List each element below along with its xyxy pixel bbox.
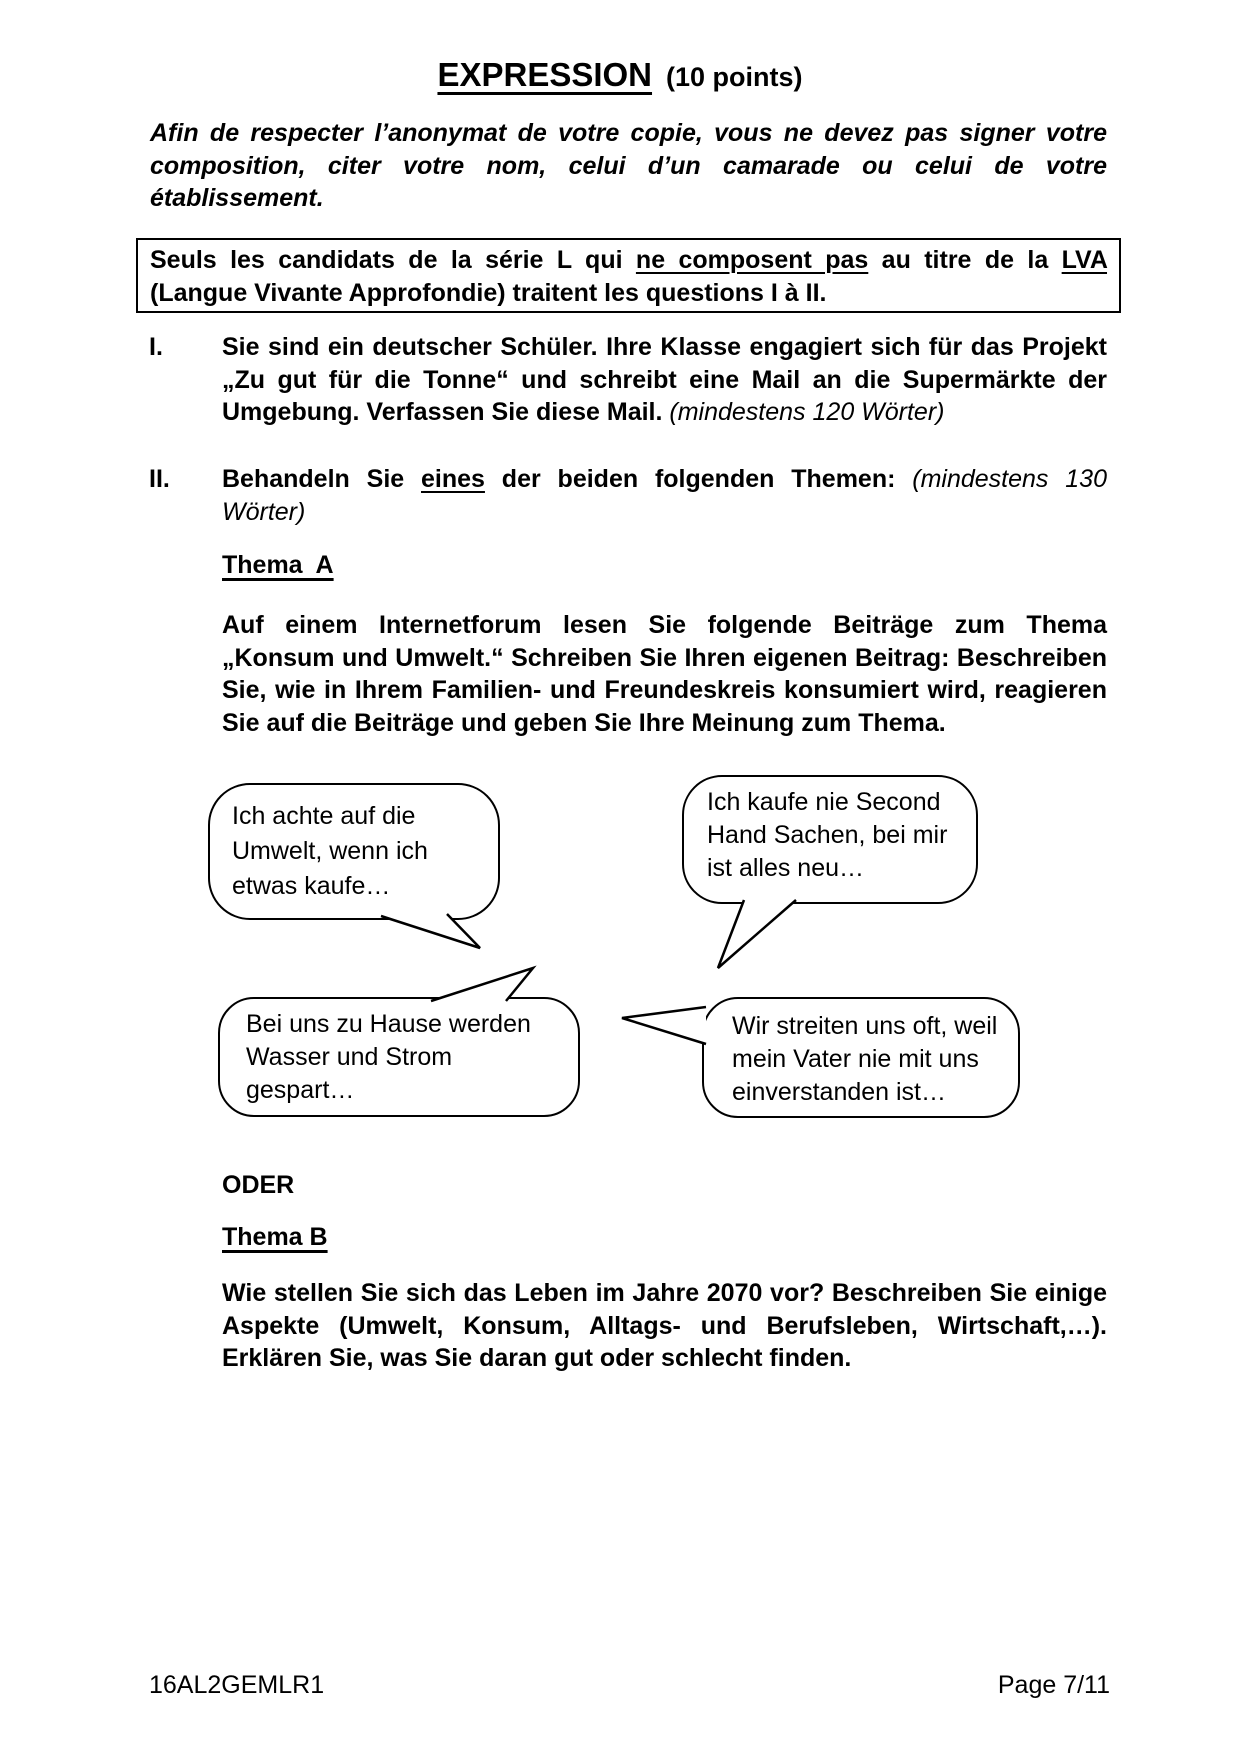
speech-bubble-1-line-2: Umwelt, wenn ich <box>232 837 428 865</box>
question-1-word-count: (mindestens 120 Wörter) <box>669 398 945 426</box>
speech-bubble-3-line-2: Wasser und Strom <box>246 1043 453 1071</box>
question-2-statement-a: Behandeln Sie <box>222 465 422 493</box>
speech-bubble-4-line-1: Wir streiten uns oft, weil <box>732 1012 998 1040</box>
series-text-2: au titre de la <box>868 246 1062 274</box>
question-1-statement: Sie sind ein deutscher Schüler. Ihre Klasse engagiert sich für das Projekt „Zu gut für die Tonne“ und schreibt eine Mail an die Supermärkte der Umgebung. Verfassen Sie diese Mail. <box>222 333 1107 426</box>
series-text-3: (Langue Vivante Approfondie) traitent les questions I à II. <box>150 278 827 307</box>
page-footer <box>149 1671 1110 1699</box>
series-underline-2: LVA <box>1061 246 1108 274</box>
speech-bubble-1 <box>208 783 500 920</box>
anonymity-notice: Afin de respecter l’anonymat de votre copie, vous ne devez pas signer votre composition, citer votre nom, celui d’un camarade ou celui de votre établissement. <box>150 119 1107 212</box>
title-text: EXPRESSION <box>437 56 653 93</box>
question-2-text <box>222 463 1107 528</box>
thema-b-heading: Thema B <box>222 1223 328 1251</box>
speech-bubble-4-line-3: einverstanden ist… <box>732 1078 947 1106</box>
speech-bubble-2-line-2: Hand Sachen, bei mir <box>707 821 948 849</box>
footer-document-code: 16AL2GEMLR1 <box>149 1671 325 1699</box>
speech-bubble-1-line-1: Ich achte auf die <box>232 802 416 830</box>
speech-bubble-4-line-2: mein Vater nie mit uns <box>732 1045 979 1073</box>
oder-label: ODER <box>222 1171 295 1199</box>
question-2-statement-b: der beiden folgenden Themen: <box>484 465 913 493</box>
speech-bubble-2-line-3: ist alles neu… <box>707 854 865 882</box>
page-title <box>0 55 1240 97</box>
thema-b-paragraph: Wie stellen Sie sich das Leben im Jahre 2070 vor? Beschreiben Sie einige Aspekte (Umwelt, Konsum, Alltags- und Berufsleben, Wirtschaft,…). Erklären Sie, was Sie daran gut oder schlecht finden. <box>222 1279 1107 1372</box>
speech-bubble-4 <box>702 997 1020 1118</box>
question-2-underline: eines <box>421 465 485 493</box>
speech-bubble-2 <box>682 775 978 904</box>
question-2-word-count: (mindestens 130 Wörter) <box>222 465 1107 526</box>
speech-bubble-2-line-1: Ich kaufe nie Second <box>707 788 941 816</box>
thema-a-heading: Thema A <box>222 551 334 579</box>
question-1-numeral: I. <box>149 333 163 361</box>
series-text-1: Seuls les candidats de la série L qui <box>150 246 636 274</box>
title-points: (10 points) <box>666 62 803 92</box>
speech-bubble-3 <box>218 997 580 1117</box>
speech-bubble-1-line-3: etwas kaufe… <box>232 872 391 900</box>
question-1-text <box>222 331 1107 429</box>
footer-page-number: Page 7/11 <box>997 1671 1110 1699</box>
speech-bubble-4-tail <box>622 1007 706 1044</box>
question-2-numeral: II. <box>149 465 170 493</box>
thema-a-paragraph: Auf einem Internetforum lesen Sie folgende Beiträge zum Thema „Konsum und Umwelt.“ Schreiben Sie Ihren eigenen Beitrag: Beschreiben Sie, wie in Ihrem Familien- und Freundeskreis konsumiert wird, reagieren Sie auf die Beiträge und geben Sie Ihre Meinung zum Thema. <box>222 611 1107 737</box>
speech-bubble-3-line-1: Bei uns zu Hause werden <box>246 1010 531 1038</box>
series-underline-1: ne composent pas <box>635 246 869 274</box>
speech-bubble-3-line-3: gespart… <box>246 1076 355 1104</box>
series-notice-box <box>136 238 1121 313</box>
speech-bubble-2-tail <box>718 900 796 968</box>
